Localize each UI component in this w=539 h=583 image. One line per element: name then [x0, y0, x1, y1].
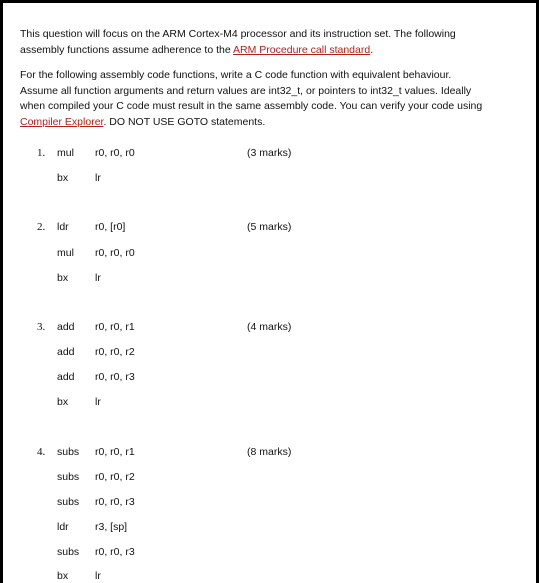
instructions-line-3: when compiled your C code must result in the same assembly code. You can verify your code using: [20, 100, 483, 112]
question-2-marks: (5 marks): [247, 221, 292, 233]
asm-operands: r0, r0, r0: [95, 147, 135, 159]
asm-operands: lr: [95, 570, 101, 582]
asm-opcode: add: [57, 346, 75, 358]
asm-opcode: subs: [57, 496, 80, 508]
intro-text: assembly functions assume adherence to the: [20, 43, 234, 56]
asm-opcode: add: [57, 321, 75, 333]
instructions-paragraph: [20, 68, 520, 130]
instructions-line-4: [20, 115, 520, 131]
intro-paragraph: [20, 27, 520, 58]
asm-operands: r0, r0, r1: [95, 446, 135, 458]
intro-line-2: [20, 43, 520, 59]
asm-operands: r0, [r0]: [95, 221, 126, 233]
asm-opcode: bx: [57, 272, 69, 284]
question-1-marks: (3 marks): [247, 147, 292, 159]
asm-operands: lr: [95, 272, 101, 284]
asm-operands: r0, r0, r2: [95, 346, 135, 358]
asm-opcode: bx: [57, 570, 69, 582]
question-3-marks: (4 marks): [247, 321, 292, 333]
asm-opcode: bx: [57, 396, 69, 408]
asm-opcode: subs: [57, 446, 80, 458]
asm-operands: r0, r0, r0: [95, 247, 135, 259]
compiler-explorer-link[interactable]: Compiler Explorer: [20, 115, 104, 128]
asm-opcode: subs: [57, 546, 80, 558]
asm-operands: r0, r0, r2: [95, 471, 135, 483]
asm-operands: r0, r0, r1: [95, 321, 135, 333]
instructions-goto-note: . DO NOT USE GOTO statements.: [103, 115, 266, 128]
asm-operands: lr: [95, 396, 101, 408]
asm-operands: r0, r0, r3: [95, 371, 135, 383]
question-4-number: 4.: [37, 446, 46, 458]
asm-operands: lr: [95, 172, 101, 184]
asm-operands: r0, r0, r3: [95, 496, 135, 508]
asm-operands: r0, r0, r3: [95, 546, 135, 558]
question-2-number: 2.: [37, 221, 46, 233]
instructions-line-2: Assume all function arguments and return values are int32_t, or pointers to int32_t values. Ideally: [20, 84, 472, 97]
asm-opcode: bx: [57, 172, 69, 184]
question-1-number: 1.: [37, 147, 46, 159]
question-4-marks: (8 marks): [247, 446, 292, 458]
asm-opcode: subs: [57, 471, 80, 483]
asm-operands: r3, [sp]: [95, 521, 128, 533]
document-page: [3, 3, 536, 583]
intro-period: .: [370, 43, 374, 56]
question-3-number: 3.: [37, 321, 46, 333]
asm-opcode: add: [57, 371, 75, 383]
arm-procedure-call-standard-link[interactable]: ARM Procedure call standard: [233, 43, 371, 56]
asm-opcode: ldr: [57, 221, 69, 233]
intro-line-1: This question will focus on the ARM Cortex-M4 processor and its instruction set. The following: [20, 28, 456, 40]
instructions-line-1: For the following assembly code functions, write a C code function with equivalent behaviour.: [20, 69, 452, 81]
asm-opcode: ldr: [57, 521, 69, 533]
asm-opcode: mul: [57, 247, 74, 259]
asm-opcode: mul: [57, 147, 74, 159]
